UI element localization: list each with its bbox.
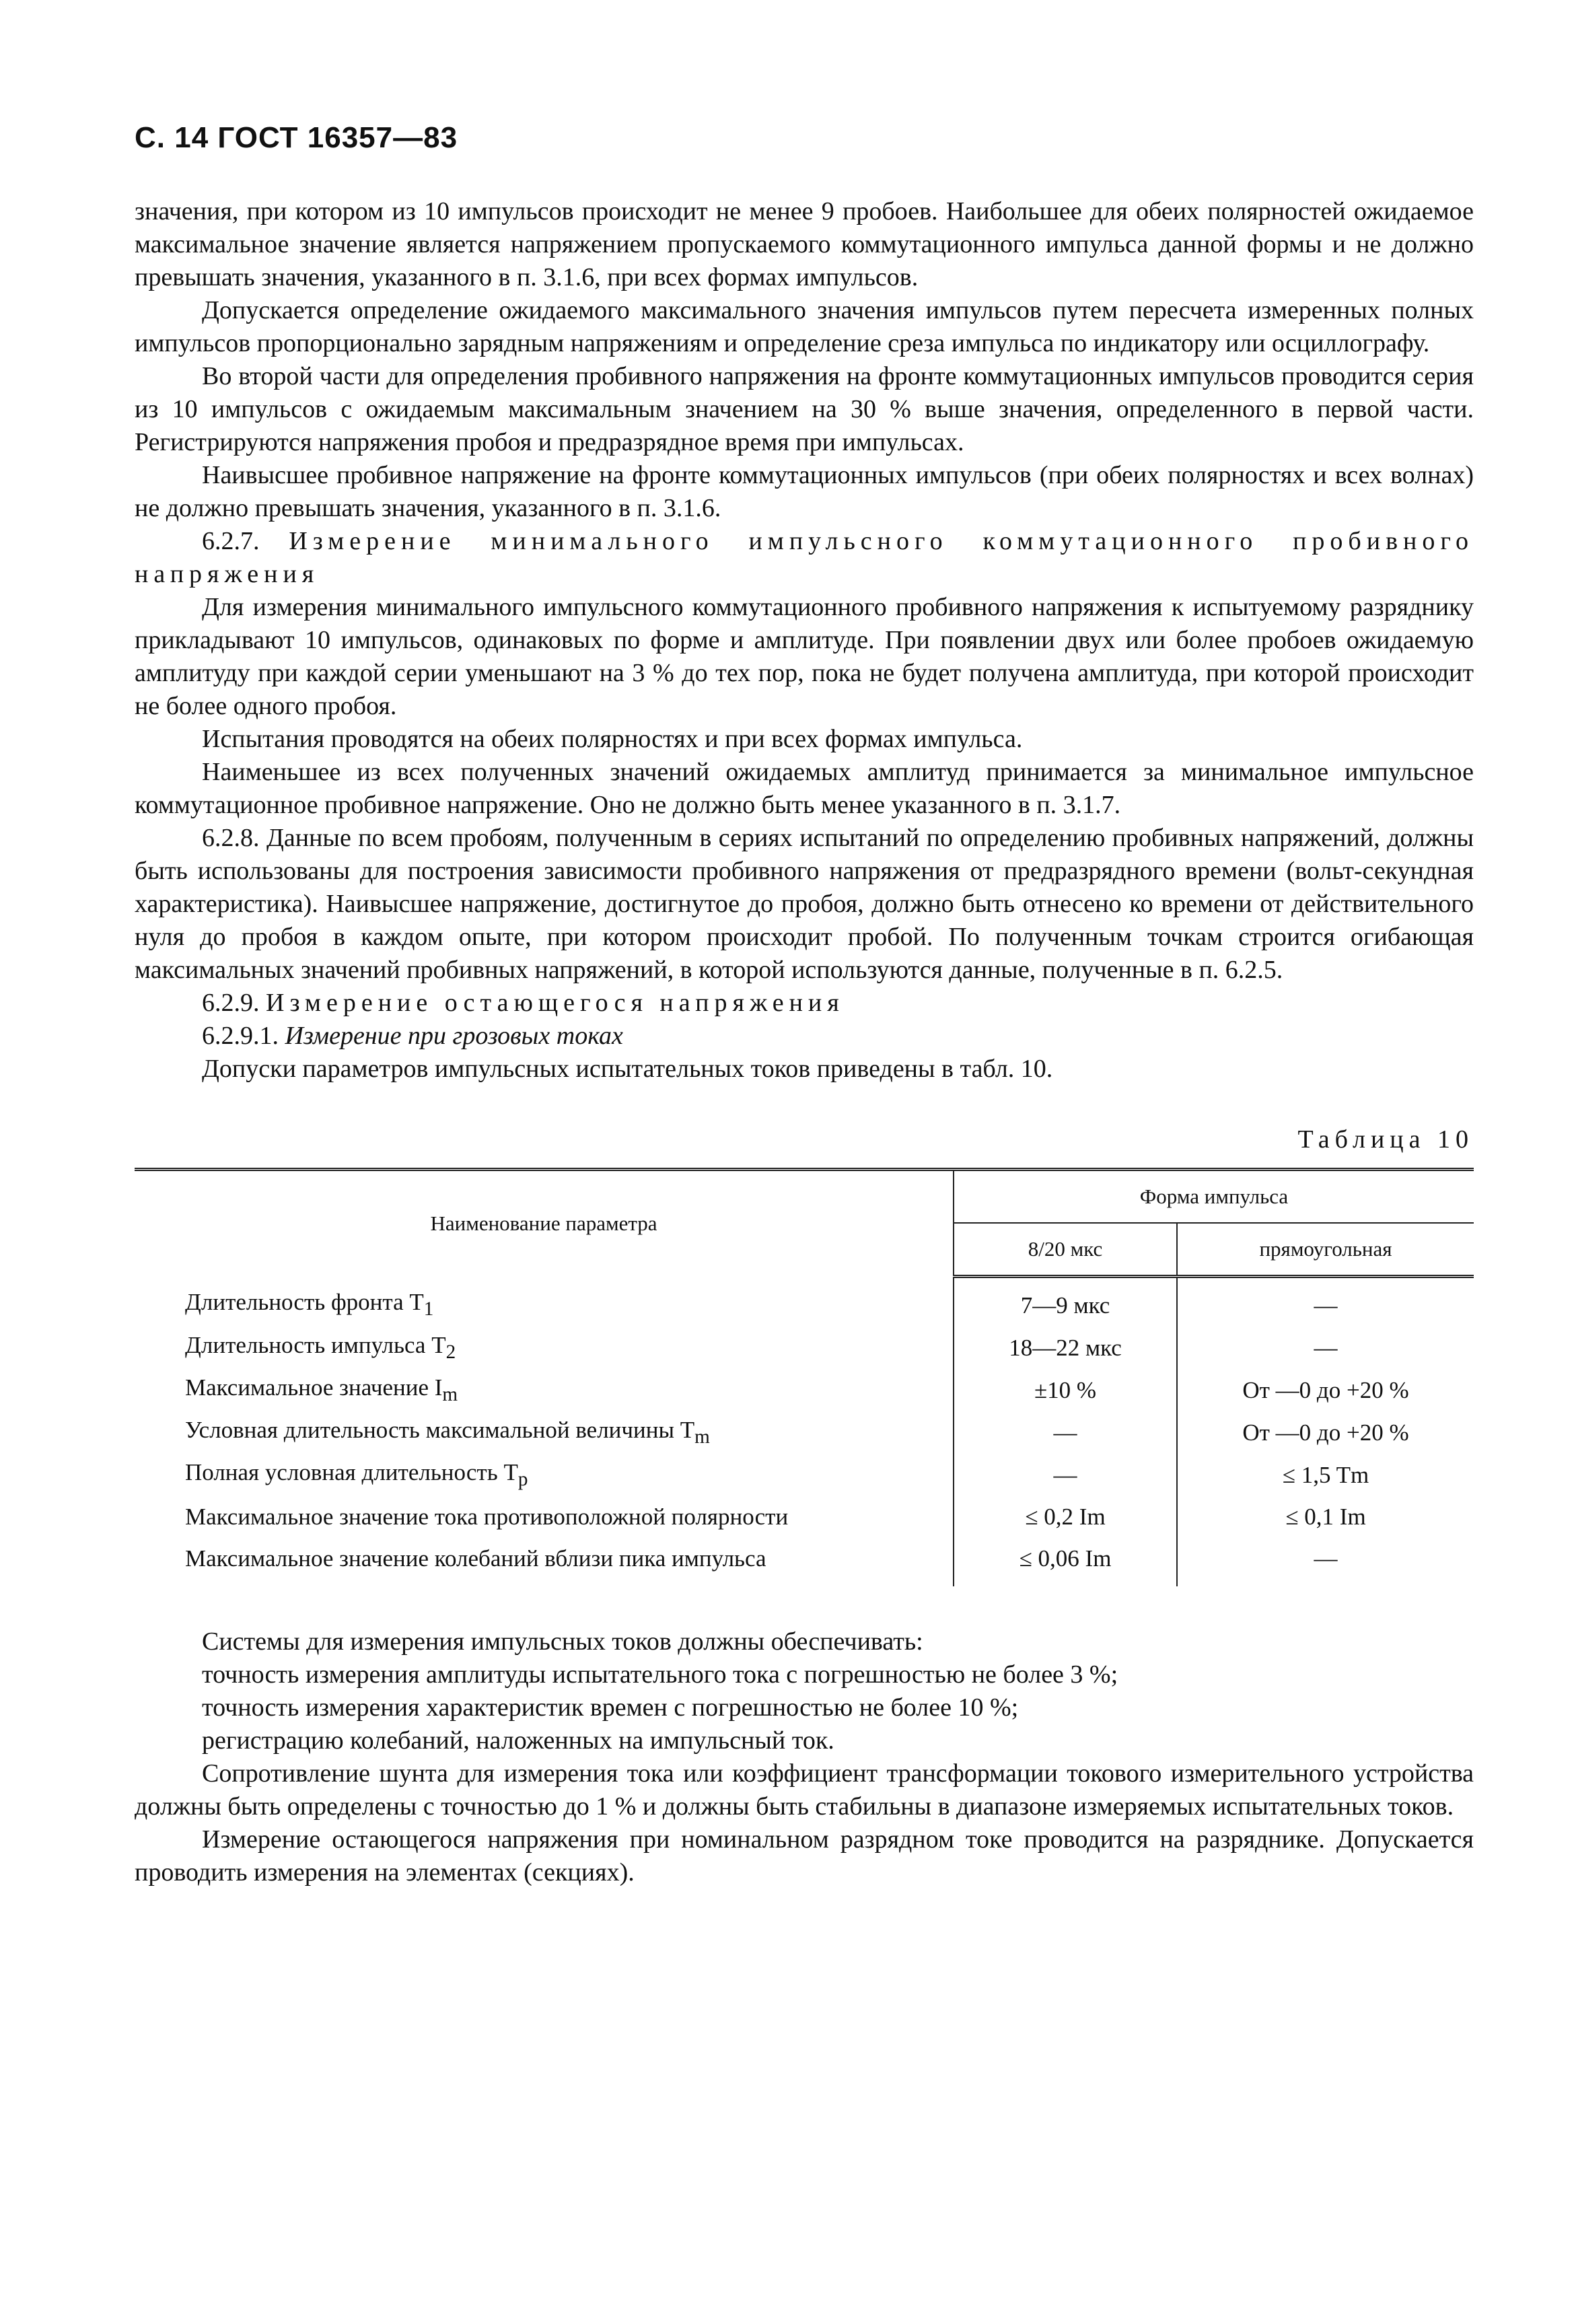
header-8-20: 8/20 мкс (954, 1223, 1177, 1277)
cell-8-20: ±10 % (954, 1369, 1177, 1411)
page-header: С. 14 ГОСТ 16357—83 (135, 121, 458, 154)
paragraph: Сопротивление шунта для измерения тока или коэффициент трансформации токового измерительного устройства должны быть определены с точностью до 1 % и должны быть стабильны в диапазоне измеряемых испытательных токов. (135, 1759, 1474, 1821)
cell-parameter (135, 1277, 954, 1327)
cell-parameter (135, 1538, 954, 1586)
parameter-label: Условная длительность максимальной величины T (185, 1417, 695, 1443)
table-row (135, 1411, 1474, 1454)
body-text-bottom (135, 1625, 1474, 1889)
paragraph: 6.2.8. Данные по всем пробоям, полученным в сериях испытаний по определению пробивных напряжений, должны быть использованы для построения зависимости пробивного напряжения от предразрядного времени (вольт-секундная характеристика). Наивысшее напряжение, достигнутое до пробоя, должно быть отнесено ко времени от действительного нуля до пробоя в каждом опыте, при котором происходит пробой. По полученным точкам строится огибающая максимальных значений пробивных напряжений, в которой используются данные, полученные в п. 6.2.5. (135, 824, 1474, 984)
parameter-subscript: 1 (423, 1298, 434, 1321)
cell-8-20: 18—22 мкс (954, 1327, 1177, 1369)
section-number: 6.2.7. (202, 527, 260, 555)
cell-8-20: 7—9 мкс (954, 1277, 1177, 1327)
list-item: точность измерения характеристик времен с погрешностью не более 10 %; (202, 1693, 1019, 1722)
header-rectangular: прямоугольная (1177, 1223, 1474, 1277)
parameter-subscript: 2 (445, 1341, 456, 1363)
section-title: Измерение остающегося напряжения (266, 989, 845, 1017)
parameter-subscript: p (517, 1469, 528, 1490)
parameters-table (135, 1168, 1474, 1586)
cell-parameter (135, 1411, 954, 1454)
table-intro: Допуски параметров импульсных испытательных токов приведены в табл. 10. (202, 1055, 1053, 1083)
table-row (135, 1538, 1474, 1586)
section-number: 6.2.9.1. (202, 1022, 279, 1050)
cell-parameter (135, 1454, 954, 1496)
table-body (135, 1277, 1474, 1587)
header-parameter-name: Наименование параметра (135, 1170, 954, 1277)
cell-8-20: ≤ 0,2 Im (954, 1496, 1177, 1538)
table-row (135, 1496, 1474, 1538)
cell-rectangular: От —0 до +20 % (1242, 1376, 1409, 1403)
table-caption: Таблица 10 (1297, 1125, 1474, 1154)
paragraph: Наивысшее пробивное напряжение на фронте коммутационных импульсов (при обеих полярностях и всех волнах) не должно превышать значения, указанного в п. 3.1.6. (135, 461, 1474, 522)
parameter-label: Максимальное значение I (185, 1374, 443, 1401)
cell-rectangular: — (1314, 1334, 1338, 1361)
paragraph: Для измерения минимального импульсного коммутационного пробивного напряжения к испытуемому разряднику прикладывают 10 импульсов, одинаковых по форме и амплитуде. При появлении двух или более пробоев ожидаемую амплитуду при каждой серии уменьшают на 3 % до тех пор, пока не будет получена амплитуда, при которой происходит не более одного пробоя. (135, 593, 1474, 720)
parameter-label: Максимальное значение тока противоположной полярности (185, 1504, 789, 1530)
document-page (135, 121, 1474, 1889)
parameter-label: Полная условная длительность T (185, 1459, 518, 1485)
parameter-label: Максимальное значение колебаний вблизи пика импульса (185, 1545, 766, 1572)
paragraph: Измерение остающегося напряжения при номинальном разрядном токе проводится на разряднике. Допускается проводить измерения на элементах (секциях). (135, 1825, 1474, 1887)
cell-8-20: — (954, 1411, 1177, 1454)
table-row (135, 1327, 1474, 1369)
parameter-subscript: m (442, 1384, 458, 1405)
paragraph: Во второй части для определения пробивного напряжения на фронте коммутационных импульсов проводится серия из 10 импульсов с ожидаемым максимальным значением на 30 % выше значения, определенного в первой части. Регистрируются напряжения пробоя и предразрядное время при импульсах. (135, 362, 1474, 456)
parameter-subscript: m (694, 1426, 710, 1448)
paragraph: Системы для измерения импульсных токов должны обеспечивать: (202, 1627, 923, 1656)
table-row (135, 1454, 1474, 1496)
cell-parameter (135, 1496, 954, 1538)
cell-rectangular: — (1314, 1545, 1338, 1572)
header-pulse-form: Форма импульса (954, 1170, 1474, 1224)
cell-rectangular: ≤ 0,1 Im (1285, 1504, 1366, 1530)
table-row (135, 1277, 1474, 1327)
section-heading-6-2-9-1 (135, 1020, 1474, 1053)
cell-rectangular: ≤ 1,5 Tm (1282, 1461, 1369, 1488)
section-number: 6.2.9. (202, 989, 260, 1017)
section-heading-6-2-7 (135, 525, 1474, 591)
cell-rectangular: — (1314, 1292, 1338, 1318)
paragraph: значения, при котором из 10 импульсов происходит не менее 9 пробоев. Наибольшее для обеих полярностей ожидаемое максимальное значение является напряжением пропускаемого коммутационного импульса данной формы и не должно превышать значения, указанного в п. 3.1.6, при всех формах импульсов. (135, 197, 1474, 291)
table-row (135, 1369, 1474, 1411)
body-text (135, 195, 1474, 1086)
cell-8-20: ≤ 0,06 Im (954, 1538, 1177, 1586)
parameter-label: Длительность импульса T (185, 1332, 446, 1358)
cell-8-20: — (954, 1454, 1177, 1496)
paragraph: Наименьшее из всех полученных значений ожидаемых амплитуд принимается за минимальное импульсное коммутационное пробивное напряжение. Оно не должно быть менее указанного в п. 3.1.7. (135, 758, 1474, 819)
parameter-label: Длительность фронта T (185, 1289, 424, 1316)
paragraph: Допускается определение ожидаемого максимального значения импульсов путем пересчета измеренных полных импульсов пропорционально зарядным напряжениям и определение среза импульса по индикатору или осциллографу. (135, 296, 1474, 357)
list-item: регистрацию колебаний, наложенных на импульсный ток. (202, 1726, 834, 1755)
list-item: точность измерения амплитуды испытательного тока с погрешностью не более 3 %; (202, 1660, 1118, 1689)
cell-rectangular: От —0 до +20 % (1242, 1419, 1409, 1446)
section-title: Измерение минимального импульсного коммутационного пробивного напряжения (135, 527, 1474, 588)
section-title: Измерение при грозовых токах (285, 1022, 623, 1050)
paragraph: Испытания проводятся на обеих полярностях и при всех формах импульса. (202, 725, 1023, 753)
cell-parameter (135, 1327, 954, 1369)
section-heading-6-2-9 (135, 987, 1474, 1020)
cell-parameter (135, 1369, 954, 1411)
